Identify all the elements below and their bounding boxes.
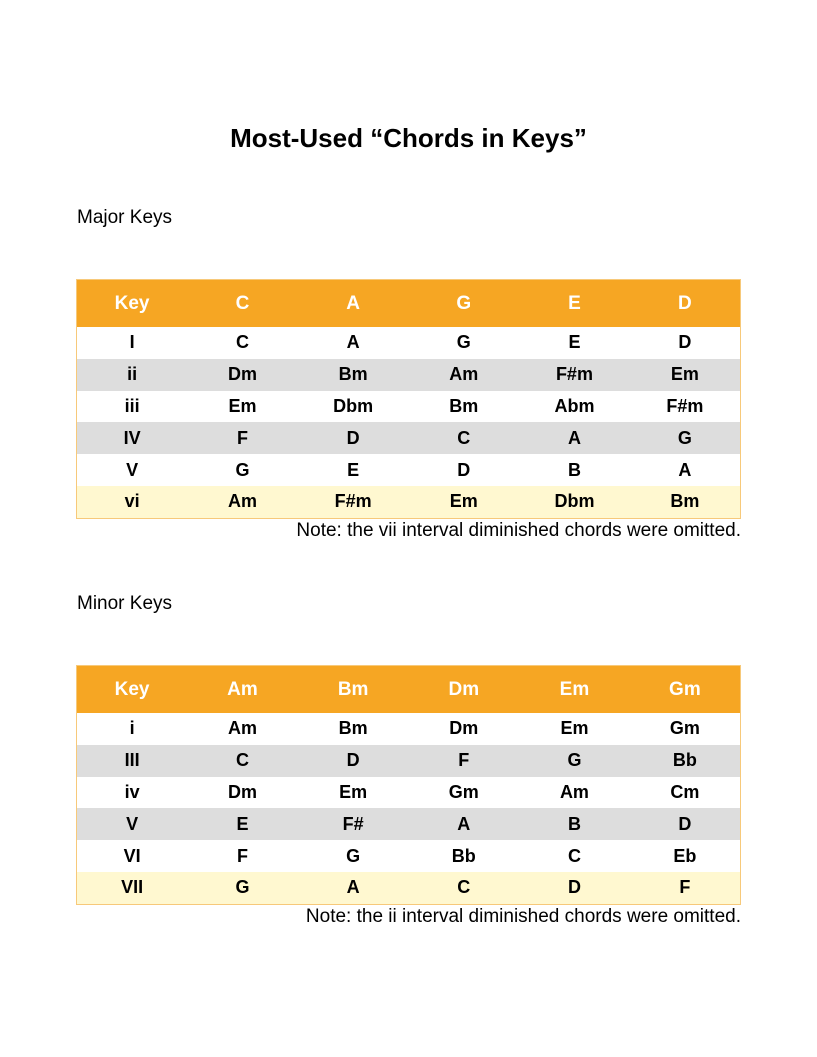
minor-keys-table (76, 665, 741, 905)
chord-cell: Em (519, 713, 630, 745)
column-header: C (187, 280, 298, 328)
chord-cell: A (298, 872, 409, 904)
interval-cell: V (77, 808, 188, 840)
chord-cell: A (630, 454, 741, 486)
chord-cell: Gm (408, 777, 519, 809)
chord-cell: Bm (298, 713, 409, 745)
chord-cell: Cm (630, 777, 741, 809)
major-keys-label: Major Keys (77, 207, 173, 228)
chord-cell: E (519, 327, 630, 359)
chord-cell: F#m (298, 486, 409, 518)
table-row (77, 422, 741, 454)
chord-cell: F (630, 872, 741, 904)
chord-cell: Bm (298, 359, 409, 391)
table-row (77, 454, 741, 486)
interval-cell: iii (77, 391, 188, 423)
chord-cell: F (187, 422, 298, 454)
column-header: E (519, 280, 630, 328)
chord-cell: Dbm (519, 486, 630, 518)
chord-cell: E (187, 808, 298, 840)
table-row (77, 391, 741, 423)
interval-cell: III (77, 745, 188, 777)
interval-cell: vi (77, 486, 188, 518)
chord-cell: E (298, 454, 409, 486)
table-row (77, 359, 741, 391)
chord-cell: G (187, 872, 298, 904)
column-header: Gm (630, 666, 741, 714)
column-header: G (408, 280, 519, 328)
column-header: A (298, 280, 409, 328)
chord-cell: D (630, 327, 741, 359)
chord-cell: F (187, 840, 298, 872)
chord-cell: F# (298, 808, 409, 840)
interval-cell: ii (77, 359, 188, 391)
table-row (77, 327, 741, 359)
chord-cell: Eb (630, 840, 741, 872)
interval-cell: VII (77, 872, 188, 904)
chord-cell: Bm (408, 391, 519, 423)
chord-cell: G (298, 840, 409, 872)
table-header-row (77, 280, 741, 328)
chord-cell: C (187, 327, 298, 359)
column-header: Em (519, 666, 630, 714)
chord-cell: D (630, 808, 741, 840)
chord-cell: Bb (630, 745, 741, 777)
table-row (77, 713, 741, 745)
table-row (77, 872, 741, 904)
chord-cell: Dm (408, 713, 519, 745)
chord-cell: C (408, 422, 519, 454)
column-header: Dm (408, 666, 519, 714)
chord-cell: Em (408, 486, 519, 518)
table-header-row (77, 666, 741, 714)
column-header: Key (77, 666, 188, 714)
column-header: D (630, 280, 741, 328)
chord-cell: C (408, 872, 519, 904)
chord-cell: D (298, 745, 409, 777)
major-keys-table (76, 279, 741, 519)
interval-cell: IV (77, 422, 188, 454)
chord-cell: Gm (630, 713, 741, 745)
table-row (77, 840, 741, 872)
chord-cell: Dm (187, 359, 298, 391)
column-header: Bm (298, 666, 409, 714)
interval-cell: iv (77, 777, 188, 809)
chord-cell: Dm (187, 777, 298, 809)
chord-cell: C (187, 745, 298, 777)
chord-cell: B (519, 808, 630, 840)
column-header: Am (187, 666, 298, 714)
interval-cell: VI (77, 840, 188, 872)
chord-cell: C (519, 840, 630, 872)
chord-cell: Em (187, 391, 298, 423)
major-keys-note: Note: the vii interval diminished chords were omitted. (296, 520, 741, 541)
chord-cell: Em (630, 359, 741, 391)
chord-cell: Am (187, 713, 298, 745)
column-header: Key (77, 280, 188, 328)
interval-cell: I (77, 327, 188, 359)
chord-cell: G (408, 327, 519, 359)
interval-cell: i (77, 713, 188, 745)
chord-cell: Dbm (298, 391, 409, 423)
table-row (77, 777, 741, 809)
chord-cell: Em (298, 777, 409, 809)
chord-cell: G (519, 745, 630, 777)
chord-cell: D (298, 422, 409, 454)
table-row (77, 486, 741, 518)
chord-cell: B (519, 454, 630, 486)
chord-cell: Am (187, 486, 298, 518)
chord-cell: A (519, 422, 630, 454)
chord-cell: A (408, 808, 519, 840)
chord-cell: G (630, 422, 741, 454)
table-row (77, 745, 741, 777)
chord-cell: D (519, 872, 630, 904)
chord-cell: Am (519, 777, 630, 809)
chord-cell: D (408, 454, 519, 486)
minor-keys-note: Note: the ii interval diminished chords were omitted. (305, 906, 741, 927)
interval-cell: V (77, 454, 188, 486)
chord-cell: Abm (519, 391, 630, 423)
chord-cell: F (408, 745, 519, 777)
chord-cell: Am (408, 359, 519, 391)
chord-cell: A (298, 327, 409, 359)
chord-cell: G (187, 454, 298, 486)
chord-cell: F#m (519, 359, 630, 391)
table-row (77, 808, 741, 840)
chord-cell: F#m (630, 391, 741, 423)
minor-keys-label: Minor Keys (77, 593, 173, 614)
chord-cell: Bm (630, 486, 741, 518)
chord-cell: Bb (408, 840, 519, 872)
page-title: Most-Used “Chords in Keys” (230, 123, 587, 153)
